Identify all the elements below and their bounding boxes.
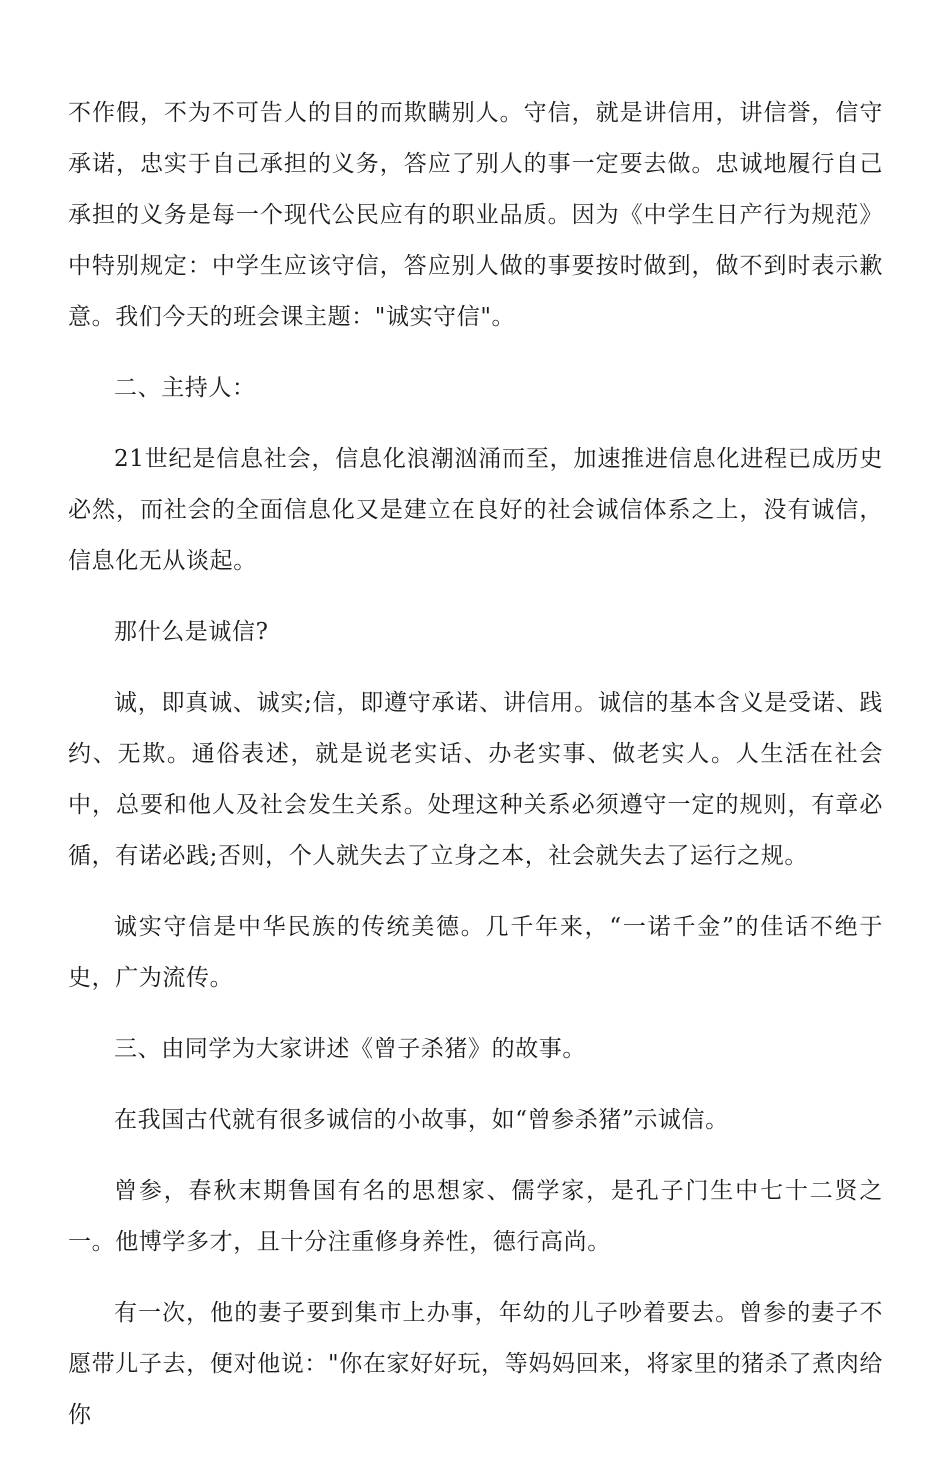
paragraph-information-society: 21世纪是信息社会，信息化浪潮汹涌而至，加速推进信息化进程已成历史必然，而社会的全面信息化又是建立在良好的社会诚信体系之上，没有诚信，信息化无从谈起。 (68, 446, 883, 574)
paragraph-traditional-virtue: 诚实守信是中华民族的传统美德。几千年来，“一诺千金”的佳话不绝于史，广为流传。 (68, 914, 883, 991)
paragraph-story-intro: 在我国古代就有很多诚信的小故事，如“曾参杀猪”示诚信。 (114, 1107, 729, 1133)
section-heading-host: 二、主持人： (114, 375, 256, 401)
paragraph-zeng-can-bio: 曾参，春秋末期鲁国有名的思想家、儒学家，是孔子门生中七十二贤之一。他博学多才，且十分注重修身养性，德行高尚。 (68, 1178, 883, 1255)
section-heading-story: 三、由同学为大家讲述《曾子杀猪》的故事。 (114, 1036, 586, 1062)
paragraph-meaning-of-integrity: 诚，即真诚、诚实;信，即遵守承诺、讲信用。诚信的基本含义是受诺、践约、无欺。通俗表述，就是说老实话、办老实事、做老实人。人生活在社会中，总要和他人及社会发生关系。处理这种关系必须遵守一定的规则，有章必循，有诺必践;否则，个人就失去了立身之本，社会就失去了运行之规。 (68, 690, 883, 869)
paragraph-question: 那什么是诚信? (114, 619, 269, 645)
document-body (68, 88, 883, 1461)
paragraph-honesty-definition: 不作假，不为不可告人的目的而欺瞒别人。守信，就是讲信用，讲信誉，信守承诺，忠实于自己承担的义务，答应了别人的事一定要去做。忠诚地履行自己承担的义务是每一个现代公民应有的职业品质。因为《中学生日产行为规范》中特别规定：中学生应该守信，答应别人做的事要按时做到，做不到时表示歉意。我们今天的班会课主题："诚实守信"。 (68, 100, 883, 330)
paragraph-story-begin: 有一次，他的妻子要到集市上办事，年幼的儿子吵着要去。曾参的妻子不愿带儿子去，便对他说："你在家好好玩，等妈妈回来，将家里的猪杀了煮肉给你 (68, 1300, 883, 1428)
